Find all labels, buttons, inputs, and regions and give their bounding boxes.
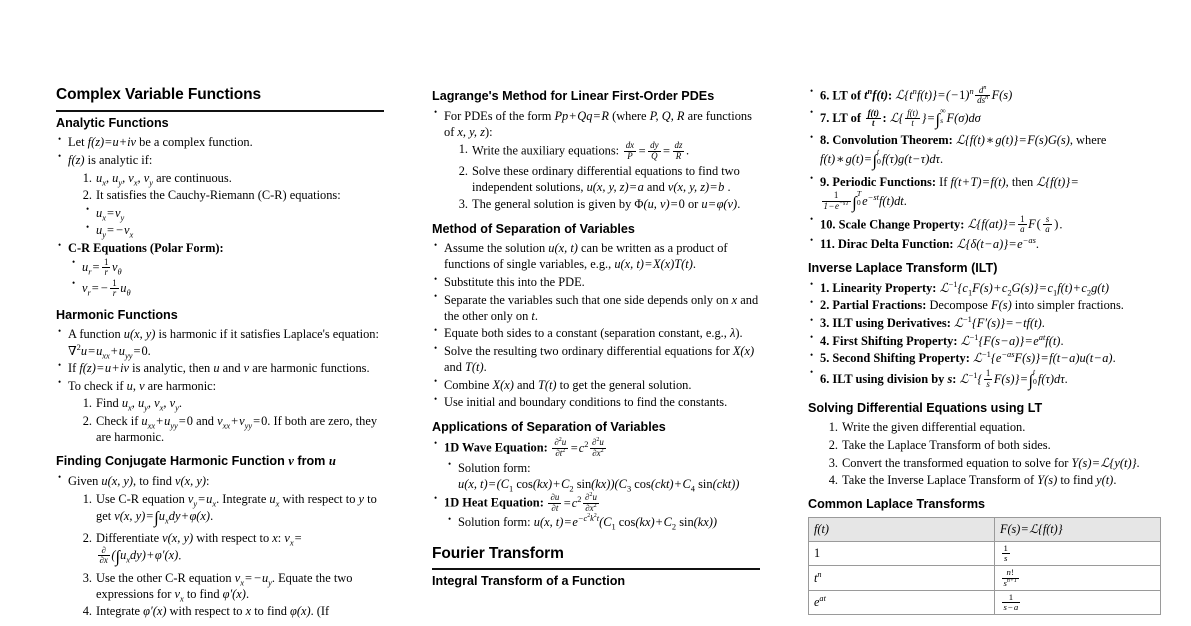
solution-form-label: Solution form: [458, 515, 531, 530]
cr-equations-list [84, 205, 384, 239]
section-heading-lagrange-method: Lagrange's Method for Linear First-Order PDEs [432, 89, 715, 103]
list-item: • 4. First Shifting Property: $ℒ^{-1}\{F(s-a)\}=e^{at}f(t)$. [808, 333, 1160, 349]
list-item: Take the Laplace Transform of both sides. [842, 437, 1051, 452]
list-item: • 2. Partial Fractions: Decompose F(s) into simpler fractions. [808, 297, 1160, 313]
analytic-conditions-list [76, 170, 384, 204]
list-item: Integrate φ′(x) with respect to x to find φ(x). (If [96, 604, 330, 619]
table-row [809, 566, 1161, 590]
list-item: • 11. Dirac Delta Function: $ℒ\{\delta(t-a)\}=e^{-as}$. [808, 236, 1160, 252]
list-item: • $v_r=$ − $\frac{1}{r}$ $u_\theta$ [70, 279, 384, 299]
ilt-prop-4-num: 4. [820, 333, 830, 348]
section-heading-harmonic-functions: Harmonic Functions [56, 307, 178, 322]
page-title-fourier: Fourier Transform [432, 545, 760, 571]
analytic-functions-list [56, 134, 384, 168]
section-heading-integral-transform: Integral Transform of a Function [432, 574, 626, 589]
section-heading-ilt: Inverse Laplace Transform (ILT) [808, 261, 998, 276]
ilt-prop-2-num: 2. [820, 298, 830, 313]
list-item: • If f(z)=u+iv is analytic, then u and v are harmonic functions. [56, 360, 384, 376]
wave-solution-item [446, 460, 760, 492]
list-item: • Assume the solution u(x, t) can be written as a product of functions of single variables, e.g., u(x, t)=X(x)T(t). [432, 240, 760, 272]
list-item [56, 240, 384, 256]
three-column-layout [56, 85, 1140, 626]
page-title: Complex Variable Functions [56, 86, 384, 112]
list-item: • Equate both sides to a constant (separation constant, e.g., λ). [432, 325, 760, 341]
column-laplace [808, 86, 1160, 626]
lt-prop-9-num: 9. [820, 174, 830, 189]
lagrange-intro-list [432, 108, 760, 140]
list-item: • 6. LT of $t^nf(t)$: $ℒ\{t^nf(t)\}=(-1)^n$ $\frac{d^n}{ds^n}$ F(s) [808, 86, 1160, 106]
lagrange-steps [452, 141, 760, 212]
harmonic-check-steps [76, 395, 384, 445]
lt-prop-11-num: 11. [820, 236, 835, 251]
table-row [809, 590, 1161, 614]
lt-prop-6-num: 6. [820, 88, 830, 103]
section-heading-common-transforms: Common Laplace Transforms [808, 497, 986, 512]
cr-polar-label: C-R Equations (Polar Form): [68, 241, 224, 256]
list-item: Solve these ordinary differential equations to find two independent solutions, u(x, y, z)=a and v(x, y, z)=b . [472, 163, 740, 194]
solving-des-steps [822, 419, 1160, 488]
table-cell-ft: $e^{at}$ [809, 590, 995, 614]
list-item: Convert the transformed equation to solve for Y(s)=ℒ{y(t)}. [842, 455, 1140, 470]
conjugate-intro-list [56, 473, 384, 489]
list-item: • Solution form: u(x, $t)=e^{-c^2k^2t}(C_1$ $\cos(kx)+C_2$ sin(kx)) [446, 514, 760, 530]
section-heading-analytic-functions: Analytic Functions [56, 115, 169, 130]
list-item: Write the given differential equation. [842, 420, 1026, 435]
list-item: • A function u(x, y) is harmonic if it satisfies Laplace's equation: $\nabla^2u=u_{xx}+u_{yy}=0$. [56, 326, 384, 358]
list-item: • Given u(x, y), to find v(x, y): [56, 473, 384, 489]
table-cell-ft: $t^n$ [809, 566, 995, 590]
list-item: • Let f(z)=u+iv be a complex function. [56, 134, 384, 150]
solution-form-label: Solution form: [458, 460, 531, 475]
conjugate-steps [76, 491, 384, 620]
list-item: • 5. Second Shifting Property: $ℒ^{-1}\{e^{-as}F(s)\}=f(t-a)u(t-a)$. [808, 350, 1160, 366]
list-item: • $u_r=$ $\frac{1}{r}$ $v_\theta$ [70, 258, 384, 278]
list-item: The general solution is given by Φ(u, v)=0 or u=φ(v). [472, 197, 741, 212]
list-item: • 1D Heat Equation: $\frac{\partial u}{\partial t}$ $=c^2$ $\frac{\partial^2u}{\partial x^2}$ [432, 493, 760, 513]
column-pdes [432, 86, 760, 626]
table-header-row [809, 518, 1161, 542]
table-header-ft: f(t) [809, 518, 995, 542]
column-complex-variables [56, 86, 384, 626]
ilt-prop-3-num: 3. [820, 316, 830, 331]
list-item: Use the other C-R equation $v_x= -u_y$. Equate the two expressions for $v_x$ to find φ′(x). [96, 570, 353, 604]
list-item: • 9. Periodic Functions: If f(t+T)=f(t), then ℒ{f(t)}= $\frac{1}{1-e^{-sT}}$ ∫ T 0 $e^{-st}f(t)dt$. [808, 174, 1160, 214]
list-item: • 1. Linearity Property: $ℒ^{-1}\{c_1F(s)+c_2G(s)\}=c_1f(t)+c_2g(t)$ [808, 280, 1160, 296]
ilt-prop-5-num: 5. [820, 351, 830, 366]
list-item: Check if $u_{xx}+u_{yy}=0$ and $v_{xx}+v_{yy}=0$. If both are zero, they are harmonic. [96, 414, 378, 445]
list-item: • 8. Convolution Theorem: ℒ{f(t)∗g(t)}=F(s)G(s), where f(t)∗g(t)=∫ t 0 f(τ)g(t−τ)dτ. [808, 132, 1160, 172]
list-item: • Separate the variables such that one side depends only on x and the other only on t. [432, 292, 760, 324]
cr-polar-items [70, 258, 384, 299]
table-cell-ft: 1 [809, 542, 995, 566]
list-item: Use C-R equation $v_y=u_x$. Integrate $u_x$ with respect to y to get v(x, $y)=\int u_xdy+\varphi(x)$. [96, 491, 377, 527]
list-item: $u_x$, $u_y$, $v_x$, $v_y$ are continuous. [96, 170, 232, 188]
list-item: Take the Inverse Laplace Transform of Y(s) to find y(t). [842, 473, 1117, 488]
list-item: • Solve the resulting two ordinary differential equations for X(x) and T(t). [432, 343, 760, 375]
section-heading-applications-separation: Applications of Separation of Variables [432, 419, 666, 434]
ilt-prop-1-num: 1. [820, 280, 830, 295]
ilt-prop-6-num: 6. [820, 371, 830, 386]
table-row [809, 542, 1161, 566]
list-item: • Substitute this into the PDE. [432, 274, 760, 290]
list-item: • Solution form: u(x, $t)=(C_1$ $\cos(kx)+C_2$ $\sin(kx))(C_3$ $\cos(ckt)+C_4$ sin(ckt)) [446, 460, 760, 492]
section-heading-solving-des: Solving Differential Equations using LT [808, 400, 1043, 415]
list-item: • 1D Wave Equation: $\frac{\partial^2u}{\partial t^2}$ $=c^2$ $\frac{\partial^2u}{\partial x^2}$ [432, 438, 760, 458]
ilt-prop-5-label: Second Shifting Property: [832, 351, 970, 366]
list-item: • For PDEs of the form Pp+Qq=R (where P, Q, R are functions of x, y, z): [432, 108, 760, 140]
laplace-properties-list [808, 86, 1160, 252]
list-item: • 3. ILT using Derivatives: ℒ$^{-1}${F′(s)}= −tf(t). [808, 315, 1160, 331]
table-cell-fs: $\frac{n!}{s^{n+1}}$ [995, 566, 1161, 590]
section-heading-conjugate-harmonic: Finding Conjugate Harmonic Function v from u [56, 454, 336, 469]
list-item: It satisfies the Cauchy-Riemann (C-R) equations: [96, 188, 341, 203]
lt-prop-8-num: 8. [820, 133, 830, 148]
list-item: Find $u_x$, $u_y$, $v_x$, $v_y$. [96, 396, 182, 413]
ilt-prop-4-label: First Shifting Property: [832, 333, 958, 348]
list-item: Differentiate v(x, y) with respect to x: $v_x=$ $\frac{\partial}{\partial x}$ $(\int u_xdy)+\varphi'(x)$. [96, 530, 302, 567]
lt-prop-10-num: 10. [820, 217, 836, 232]
ilt-prop-1-label: Linearity Property: [832, 280, 937, 295]
table-cell-fs: $\frac{1}{s-a}$ [995, 590, 1161, 614]
list-item: • To check if u, v are harmonic: [56, 378, 384, 394]
ilt-prop-2-label: Partial Fractions: [832, 298, 927, 313]
list-item: • Combine X(x) and T(t) to get the general solution. [432, 377, 760, 393]
ilt-properties-list [808, 280, 1160, 392]
list-item: • 10. Scale Change Property: ℒ{f(at)}= $\frac{1}{a}$ F( $\frac{s}{a}$ ). [808, 215, 1160, 235]
heat-equation-label: 1D Heat Equation: [444, 495, 544, 510]
ilt-prop-3-label: ILT using Derivatives: [832, 316, 951, 331]
lt-prop-7-num: 7. [820, 111, 830, 126]
wave-equation-item [432, 438, 760, 458]
list-item: • $u_x=v_y$ [84, 205, 384, 221]
heat-solution-item [446, 514, 760, 530]
cr-polar-list [56, 240, 384, 256]
list-item: • f(z) is analytic if: [56, 152, 384, 168]
list-item: Write the auxiliary equations: $\frac{dx}{P}$ = $\frac{dy}{Q}$ = $\frac{dz}{R}$ . [472, 140, 690, 161]
list-item: • Use initial and boundary conditions to find the constants. [432, 394, 760, 410]
heat-equation-item [432, 493, 760, 513]
wave-equation-label: 1D Wave Equation: [444, 440, 548, 455]
list-item: • $u_y= -v_x$ [84, 222, 384, 238]
harmonic-functions-list [56, 326, 384, 394]
separation-steps-list [432, 240, 760, 410]
table-header-fs: F(s)=ℒ{f(t)} [995, 518, 1161, 542]
common-laplace-transforms-table [808, 517, 1161, 615]
list-item: • 7. LT of $\frac{f(t)}{t}$ : ℒ{ $\frac{f(t)}{t}$ }=∫ ∞ s F(σ)dσ [808, 107, 1160, 131]
table-cell-fs: $\frac{1}{s}$ [995, 542, 1161, 566]
section-heading-separation-variables: Method of Separation of Variables [432, 221, 635, 236]
list-item: • 6. ILT using division by s: ℒ$^{-1}${ $\frac{1}{s}$ F(s)}=∫ t 0 f(τ)dτ. [808, 368, 1160, 392]
